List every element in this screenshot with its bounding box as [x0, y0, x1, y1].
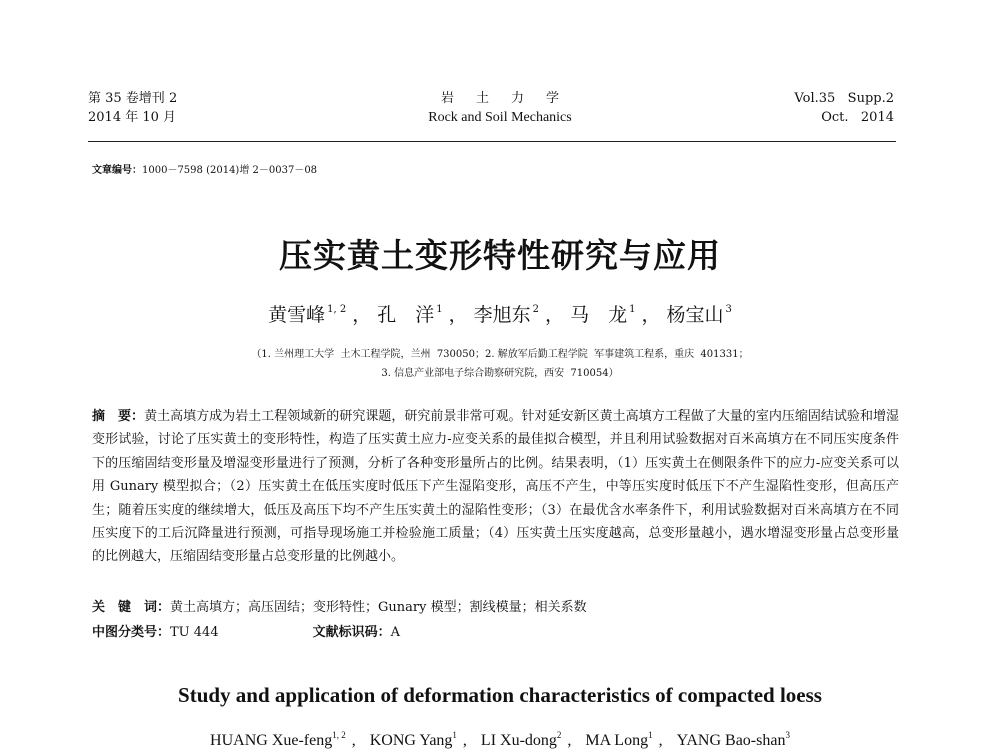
- affiliations-line-1: （1. 兰州理工大学 土木工程学院，兰州 730050；2. 解放军后勤工程学院 军事建筑工程系，重庆 401331；: [251, 349, 749, 360]
- author-separator: ，: [545, 304, 565, 326]
- clc-value: TU 444: [170, 625, 219, 640]
- abstract: [92, 405, 899, 569]
- doc-code-label: 文献标识码：: [312, 625, 391, 640]
- author: [666, 304, 731, 326]
- title-en: Study and application of deformation characteristics of compacted loess: [178, 683, 822, 707]
- author-name: 马 龙: [570, 304, 628, 326]
- author-name: 黄雪峰: [268, 304, 326, 326]
- author-separator: ,: [567, 732, 580, 749]
- author-name: YANG Bao-shan: [676, 732, 786, 749]
- abstract-label: 摘 要：: [92, 409, 145, 424]
- author: [474, 304, 539, 326]
- author-name: 杨宝山: [666, 304, 724, 326]
- author: [481, 732, 561, 749]
- journal-volume-en: [794, 89, 894, 127]
- author-name: HUANG Xue-feng: [210, 732, 333, 749]
- authors-en: [0, 730, 1000, 750]
- author-name: KONG Yang: [369, 732, 453, 749]
- article-number-label: 文章编号：: [92, 165, 142, 176]
- authors-cn: [0, 300, 1000, 327]
- keywords: [92, 596, 587, 615]
- volume-supplement-en: Vol.35 Supp.2: [794, 91, 894, 106]
- author-name: LI Xu-dong: [480, 732, 557, 749]
- author: [377, 304, 442, 326]
- journal-name-cn: 岩土力学: [440, 91, 581, 106]
- author-name: MA Long: [585, 732, 649, 749]
- author-affiliation-mark: 3: [725, 304, 732, 315]
- clc-label: 中图分类号：: [92, 625, 171, 640]
- author-name: 孔 洋: [377, 304, 435, 326]
- author-name: 李旭东: [473, 304, 531, 326]
- author: [210, 732, 346, 749]
- author: [370, 732, 457, 749]
- author-affiliation-mark: 3: [785, 730, 790, 740]
- author: [268, 304, 346, 326]
- journal-name-en: Rock and Soil Mechanics: [428, 110, 572, 125]
- author-affiliation-mark: 1, 2: [327, 304, 347, 315]
- author-affiliation-mark: 2: [556, 730, 562, 740]
- author-separator: ，: [641, 304, 661, 326]
- author-affiliation-mark: 1: [648, 730, 653, 740]
- author-separator: ，: [448, 304, 468, 326]
- affiliations-line-2: 3. 信息产业部电子综合勘察研究院，西安 710054）: [381, 368, 619, 379]
- header-rule: [88, 141, 896, 142]
- author-affiliation-mark: 1: [436, 304, 443, 315]
- author: [677, 732, 790, 749]
- title-cn: 压实黄土变形特性研究与应用: [279, 236, 721, 275]
- doc-code-value: A: [390, 625, 400, 640]
- author-affiliation-mark: 1: [452, 730, 457, 740]
- keywords-text: 黄土高填方；高压固结；变形特性；Gunary 模型；割线模量；相关系数: [170, 600, 587, 615]
- article-number: [92, 161, 317, 176]
- issue-date: 2014 年 10 月: [88, 110, 177, 125]
- author-affiliation-mark: 1, 2: [332, 730, 346, 740]
- author-affiliation-mark: 1: [629, 304, 636, 315]
- keywords-label: 关 键 词：: [92, 600, 171, 615]
- author: [585, 732, 652, 749]
- article-number-value: 1000－7598 (2014)增 2－0037－08: [142, 165, 318, 176]
- abstract-text: 黄土高填方成为岩土工程领域新的研究课题，研究前景非常可观。针对延安新区黄土高填方工程做了大量的室内压缩固结试验和增湿变形试验，讨论了压实黄土的变形特性，构造了压实黄土应力-应变关系的最佳拟合模型，并且利用试验数据对百米高填方在不同压实度条件下的压缩固结变形量及增湿变形量进行了预测，分析了各种变形量所占的比例。结果表明，（1）压实黄土在侧限条件下的应力-应变关系可以用 Gunary 模型拟合；（2）压实黄土在低压实度时低压下产生湿陷变形，高压不产生，中等压实度时低压下不产生湿陷性变形，但高压产生；随着压实度的继续增大，低压及高压下均不产生压实黄土的湿陷性变形；（3）在最优含水率条件下，利用试验数据对百米高填方在不同压实度下的工后沉降量进行预测，可指导现场施工并检验施工质量；（4）压实黄土压实度越高，总变形量越小，遇水增湿变形量占总变形量的比例越大，压缩固结变形量占总变形量的比例越小。: [92, 409, 899, 565]
- author-separator: ,: [351, 732, 364, 749]
- author: [570, 304, 635, 326]
- author-affiliation-mark: 2: [532, 304, 540, 315]
- author-separator: ,: [462, 732, 475, 749]
- author-separator: ,: [658, 732, 671, 749]
- author-separator: ，: [352, 304, 372, 326]
- volume-supplement: 第 35 卷增刊 2: [88, 91, 178, 106]
- classification: [92, 621, 400, 640]
- issue-date-en: Oct. 2014: [821, 110, 894, 125]
